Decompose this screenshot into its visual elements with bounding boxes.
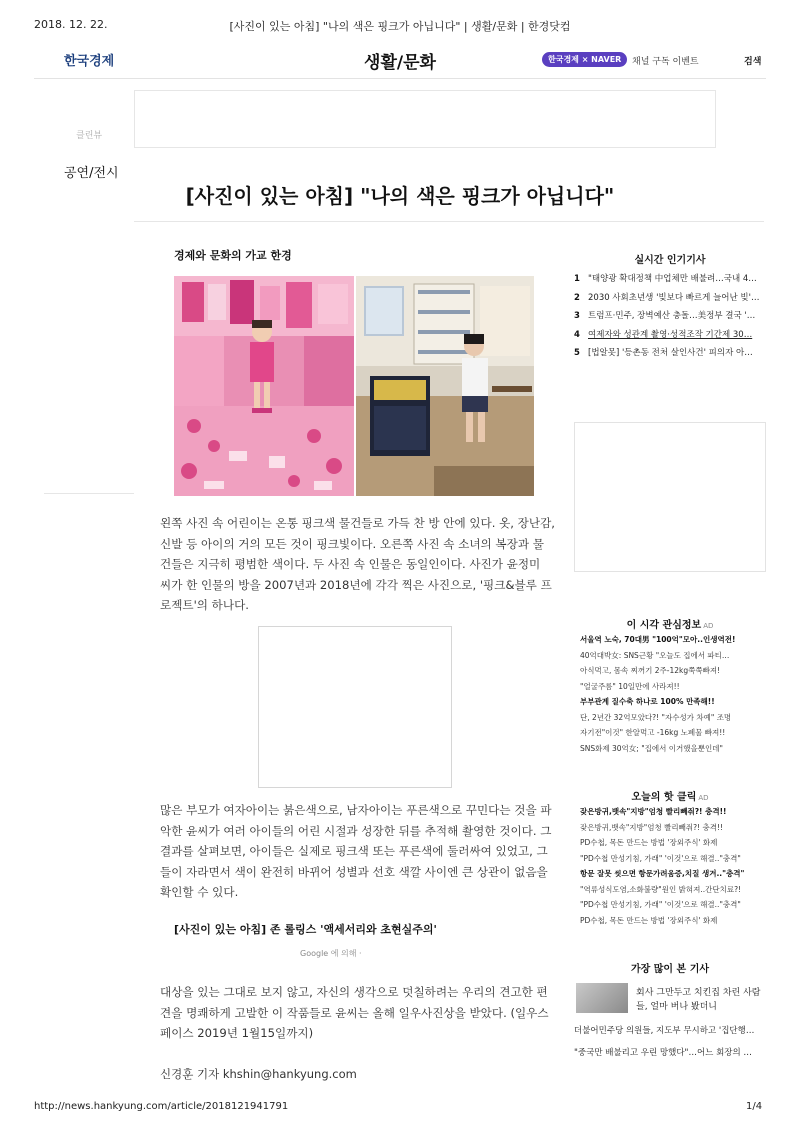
ad-link[interactable]: 단, 2년간 32억모았다?! "자수성가 차예" 조명	[580, 712, 732, 722]
rank-title[interactable]: "태양광 확대정책 中업체만 배불려…국내 4…	[588, 274, 757, 284]
ad-link[interactable]: "얼굴주름" 10일만에 사라져!!	[580, 681, 680, 691]
list-item[interactable]	[574, 346, 766, 365]
header-divider	[34, 78, 766, 79]
ad-tag: AD	[703, 622, 714, 630]
interest-info-list	[580, 634, 766, 758]
ad-link[interactable]: PD수첩, 목돈 만드는 방법 '장외주식' 화제	[580, 915, 718, 925]
list-item[interactable]	[574, 309, 766, 328]
rank-title[interactable]: 2030 사회초년생 '빚보다 빠르게 늘어난 빚'…	[588, 292, 760, 303]
article-paragraph: 대상을 있는 그대로 보지 않고, 자신의 생각으로 덧칠하려는 우리의 견고한 편견을 명쾌하게 고발한 이 작품들로 윤씨는 올해 일우사진상을 받았다. (일우스페이스 2019년 1월15일까지)	[160, 985, 549, 1040]
article-paragraph: 왼쪽 사진 속 어린이는 온통 핑크색 물건들로 가득 찬 방 안에 있다. 옷, 장난감, 신발 등 아이의 거의 모든 것이 핑크빛이다. 오른쪽 사진 속 소녀의 복장과 물건들은 지극히 평범한 색이다. 두 사진 속 인물은 동일인이다. 사진가 윤정미 씨가 한 인물의 방을 2007년과 2018년에 각각 찍은 사진으로, '핑크&블루 프로젝트'의 하나다.	[160, 516, 555, 612]
section-title[interactable]: 생활/문화	[364, 53, 436, 73]
article-paragraph: 많은 부모가 여자아이는 붉은색으로, 남자아이는 푸른색으로 꾸민다는 것을 파악한 윤씨가 여러 아이들의 어린 시절과 성장한 뒤를 추적해 촬영한 것이다. 그 결과를 살펴보면, 아이들은 실제로 핑크색 또는 푸른색에 둘러싸여 있었고, 그들이 자라면서 색이 완전히 바뀌어 성별과 선호 색깔 사이엔 큰 상관이 없음을 확인할 수 있다.	[160, 803, 552, 899]
hot-click-title: 오늘의 핫 클릭	[631, 792, 697, 803]
most-viewed-thumbnail[interactable]	[576, 983, 628, 1013]
google-translate-label[interactable]: Google 에 의해 ·	[300, 949, 362, 958]
list-item[interactable]	[574, 272, 766, 291]
ad-link[interactable]: 잦은방귀,뱃속"지방"엄청 빨리빼줘?! 충격!!	[580, 807, 727, 816]
rank-title[interactable]: 여제자와 성관계 촬영·성적조작 기간제 30…	[588, 329, 753, 340]
ad-link[interactable]: 서울역 노숙, 70대男 "100억"모아..인생역전!	[580, 635, 736, 644]
ad-link[interactable]: "PD수첩 만성기침, 가래" '이것'으로 해결.."충격"	[580, 900, 741, 909]
realtime-popular-heading: 실시간 인기기사	[634, 255, 706, 266]
sidebar-divider	[44, 493, 134, 494]
interest-info-title: 이 시각 관심정보	[626, 620, 702, 631]
title-divider	[134, 221, 764, 222]
ad-link[interactable]: 잦은방귀,뱃속"지방"엄청 빨리빼줘?! 충격!!	[580, 822, 723, 832]
print-date: 2018. 12. 22.	[34, 18, 108, 31]
article-subhead: 경제와 문화의 가교 한경	[174, 249, 292, 262]
most-viewed-heading: 가장 많이 본 기사	[630, 964, 710, 975]
print-footer-url: http://news.hankyung.com/article/2018121941791	[34, 1101, 289, 1112]
rank-number: 5	[574, 348, 580, 358]
rank-number: 4	[574, 329, 580, 340]
category-label[interactable]: 공연/전시	[64, 166, 119, 181]
ad-link[interactable]: 40억대박女: SNS근황 "오늘도 집에서 파티…	[580, 650, 730, 660]
rank-number: 2	[574, 292, 580, 303]
ad-link[interactable]: SNS화제 30억女; "집에서 이거했을뿐인데"	[580, 743, 723, 753]
print-doc-title: [사진이 있는 아침] "나의 색은 핑크가 아닙니다" | 생활/문화 | 한경닷컴	[229, 20, 571, 33]
article-title: [사진이 있는 아침] "나의 색은 핑크가 아닙니다"	[185, 184, 615, 208]
article-byline: 신경훈 기자 khshin@hankyung.com	[160, 1067, 357, 1081]
article-photo	[174, 276, 534, 496]
cleanview-toggle[interactable]: 클린뷰	[76, 131, 103, 141]
ad-link[interactable]: 항문 잘못 씻으면 항문가려움증,치질 생겨.."충격"	[580, 869, 745, 878]
ad-link[interactable]: 자기전"이것" 한알먹고 -16kg 노폐물 빠져!!	[580, 728, 726, 737]
ad-tag: AD	[698, 794, 709, 802]
rank-title[interactable]: 트럼프·민주, 장벽예산 충돌…美정부 결국 '…	[588, 311, 756, 321]
most-viewed-lead-link[interactable]: 회사 그만두고 치킨집 차린 사람들, 얼마 버나 봤더니	[636, 988, 761, 1012]
list-item[interactable]	[574, 291, 766, 310]
print-page-number: 1/4	[746, 1101, 763, 1112]
related-article-link[interactable]: [사진이 있는 아침] 존 롤링스 '액세서리와 초현실주의'	[174, 923, 437, 936]
ad-link[interactable]: 아식먹고, 몸속 찌꺼기 2주-12kg쭉쭉빠져!	[580, 666, 721, 675]
most-viewed-item[interactable]: 더불어민주당 의원들, 지도부 무시하고 '집단행…	[574, 1026, 755, 1036]
hot-click-heading	[574, 788, 766, 803]
ad-link[interactable]: "PD수첩 만성기침, 가래" '이것'으로 해결.."충격"	[580, 853, 741, 863]
most-viewed-item[interactable]: "중국만 배불리고 우린 망했다"…어느 회장의 …	[574, 1048, 752, 1058]
rank-number: 1	[574, 274, 580, 284]
inline-ad[interactable]	[258, 626, 452, 788]
search-button[interactable]: 검색	[744, 57, 762, 67]
interest-info-heading	[574, 616, 766, 631]
rank-number: 3	[574, 311, 580, 321]
list-item[interactable]	[574, 328, 766, 347]
sidebar-ad[interactable]	[574, 422, 766, 572]
ad-link[interactable]: PD수첩, 목돈 만드는 방법 '장외주식' 화제	[580, 838, 718, 847]
hot-click-list	[580, 806, 766, 930]
naver-event-link[interactable]: 채널 구독 이벤트	[632, 57, 699, 67]
realtime-popular-list	[574, 272, 766, 365]
naver-channel-badge[interactable]: 한국경제 × NAVER	[542, 52, 627, 67]
ad-link[interactable]: 부부관계 질수축 하나로 100% 만족해!!	[580, 697, 715, 706]
top-ad-banner[interactable]	[134, 90, 716, 148]
ad-link[interactable]: "역류성식도염,소화불량"원인 밝혀져..간단치료?!	[580, 884, 742, 894]
rank-title[interactable]: [법알못] '등촌동 전처 살인사건' 피의자 아…	[588, 348, 753, 358]
site-logo[interactable]: 한국경제	[64, 54, 115, 69]
